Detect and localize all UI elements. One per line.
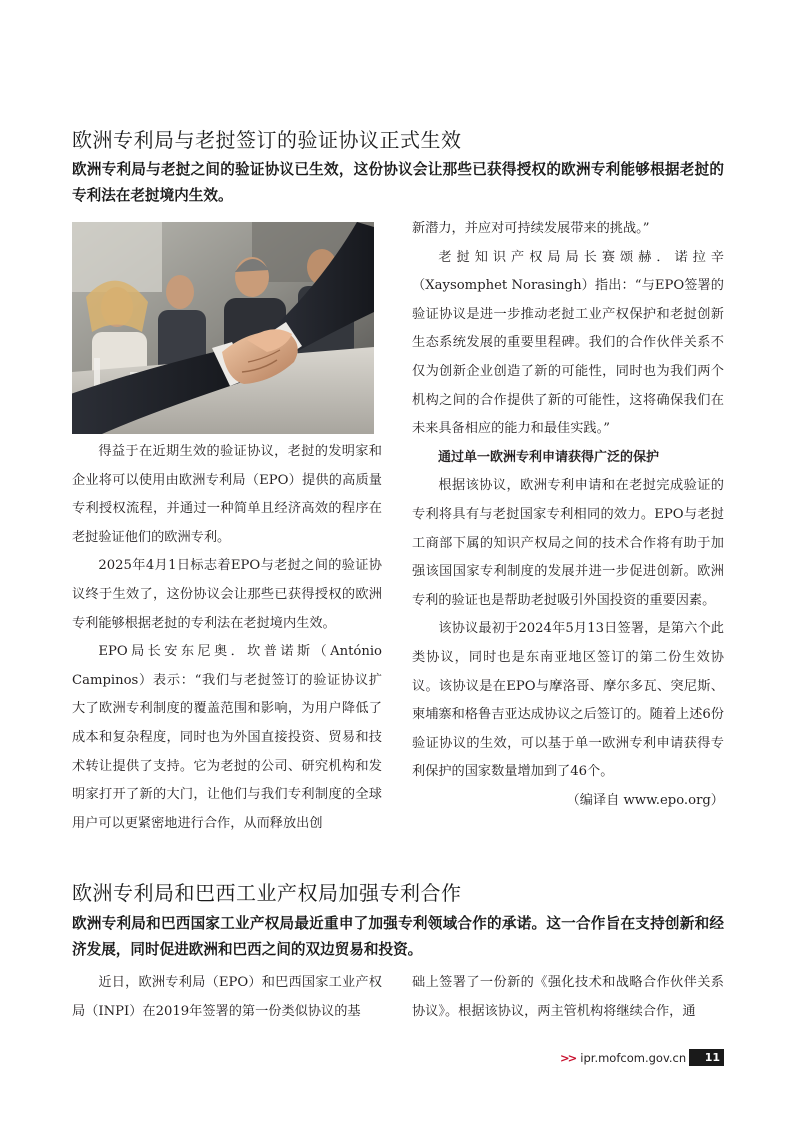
handshake-photo — [72, 222, 374, 434]
paragraph-continuation: 新潜力，并应对可持续发展带来的挑战。” — [412, 221, 650, 236]
article1-right-column — [412, 215, 724, 815]
article2-left-column — [72, 969, 382, 1026]
paragraph: 近日，欧洲专利局（EPO）和巴西国家工业产权局（INPI）在2019年签署的第一份类似协议的基 — [72, 975, 382, 1019]
article2-right-column — [412, 969, 724, 1026]
paragraph: 得益于在近期生效的验证协议，老挝的发明家和企业将可以使用由欧洲专利局（EPO）提供的高质量专利授权流程，并通过一种简单且经济高效的程序在老挝验证他们的欧洲专利。 — [72, 444, 382, 545]
double-chevron-icon: >> — [560, 1051, 576, 1065]
paragraph: EPO局长安东尼奥．坎普诺斯（António Campinos）表示：“我们与老挝签订的验证协议扩大了欧洲专利制度的覆盖范围和影响，为用户降低了成本和复杂程度，同时也为外国直接投资、贸易和技术转让提供了支持。它为老挝的公司、研究机构和发明家打开了新的大门，让他们与我们专利制度的全球用户可以更紧密地进行合作，从而释放出创 — [72, 644, 382, 831]
paragraph-continuation: 础上签署了一份新的《强化技术和战略合作伙伴关系协议》。根据该协议，两主管机构将继续合作，通 — [412, 975, 724, 1019]
section-subheading: 通过单一欧洲专利申请获得广泛的保护 — [438, 449, 660, 465]
source-note: （编译自 www.epo.org） — [566, 792, 724, 808]
quote-paragraph: 老挝知识产权局局长赛颂赫．诺拉辛（Xaysomphet Norasingh）指出：“与EPO签署的验证协议是进一步推动老挝工业产权保护和老挝创新生态系统发展的重要里程碑。我们的合作伙伴关系不仅为创新企业创造了新的可能性，同时也为我们两个机构之间的合作提供了新的可能性，这将确保我们在未来具备相应的能力和最佳实践。” — [412, 249, 724, 437]
paragraph: 2025年4月1日标志着EPO与老挝之间的验证协议终于生效了，这份协议会让那些已获得授权的欧洲专利能够根据老挝的专利法在老挝境内生效。 — [72, 558, 382, 631]
article-title: 欧洲专利局与老挝签订的验证协议正式生效 — [72, 128, 462, 152]
article-lead: 欧洲专利局和巴西国家工业产权局最近重申了加强专利领域合作的承诺。这一合作旨在支持创新和经济发展，同时促进欧洲和巴西之间的双边贸易和投资。 — [72, 915, 724, 958]
page-number: 11 — [689, 1049, 724, 1066]
footer-website[interactable] — [560, 1051, 687, 1065]
footer-site-url[interactable]: ipr.mofcom.gov.cn — [580, 1051, 687, 1065]
paragraph: 该协议最初于2024年5月13日签署，是第六个此类协议，同时也是东南亚地区签订的第二份生效协议。该协议是在EPO与摩洛哥、摩尔多瓦、突尼斯、柬埔寨和格鲁吉亚达成协议之后签订的。随着上述6份验证协议的生效，可以基于单一欧洲专利申请获得专利保护的国家数量增加到了46个。 — [412, 621, 724, 780]
article-lead: 欧洲专利局与老挝之间的验证协议已生效，这份协议会让那些已获得授权的欧洲专利能够根据老挝的专利法在老挝境内生效。 — [72, 161, 724, 204]
paragraph: 根据该协议，欧洲专利申请和在老挝完成验证的专利将具有与老挝国家专利相同的效力。EPO与老挝工商部下属的知识产权局之间的技术合作将有助于加强该国国家专利制度的发展并进一步促进创新。欧洲专利的验证也是帮助老挝吸引外国投资的重要因素。 — [412, 478, 724, 608]
article-title: 欧洲专利局和巴西工业产权局加强专利合作 — [72, 881, 462, 905]
article1-left-column — [72, 438, 382, 838]
